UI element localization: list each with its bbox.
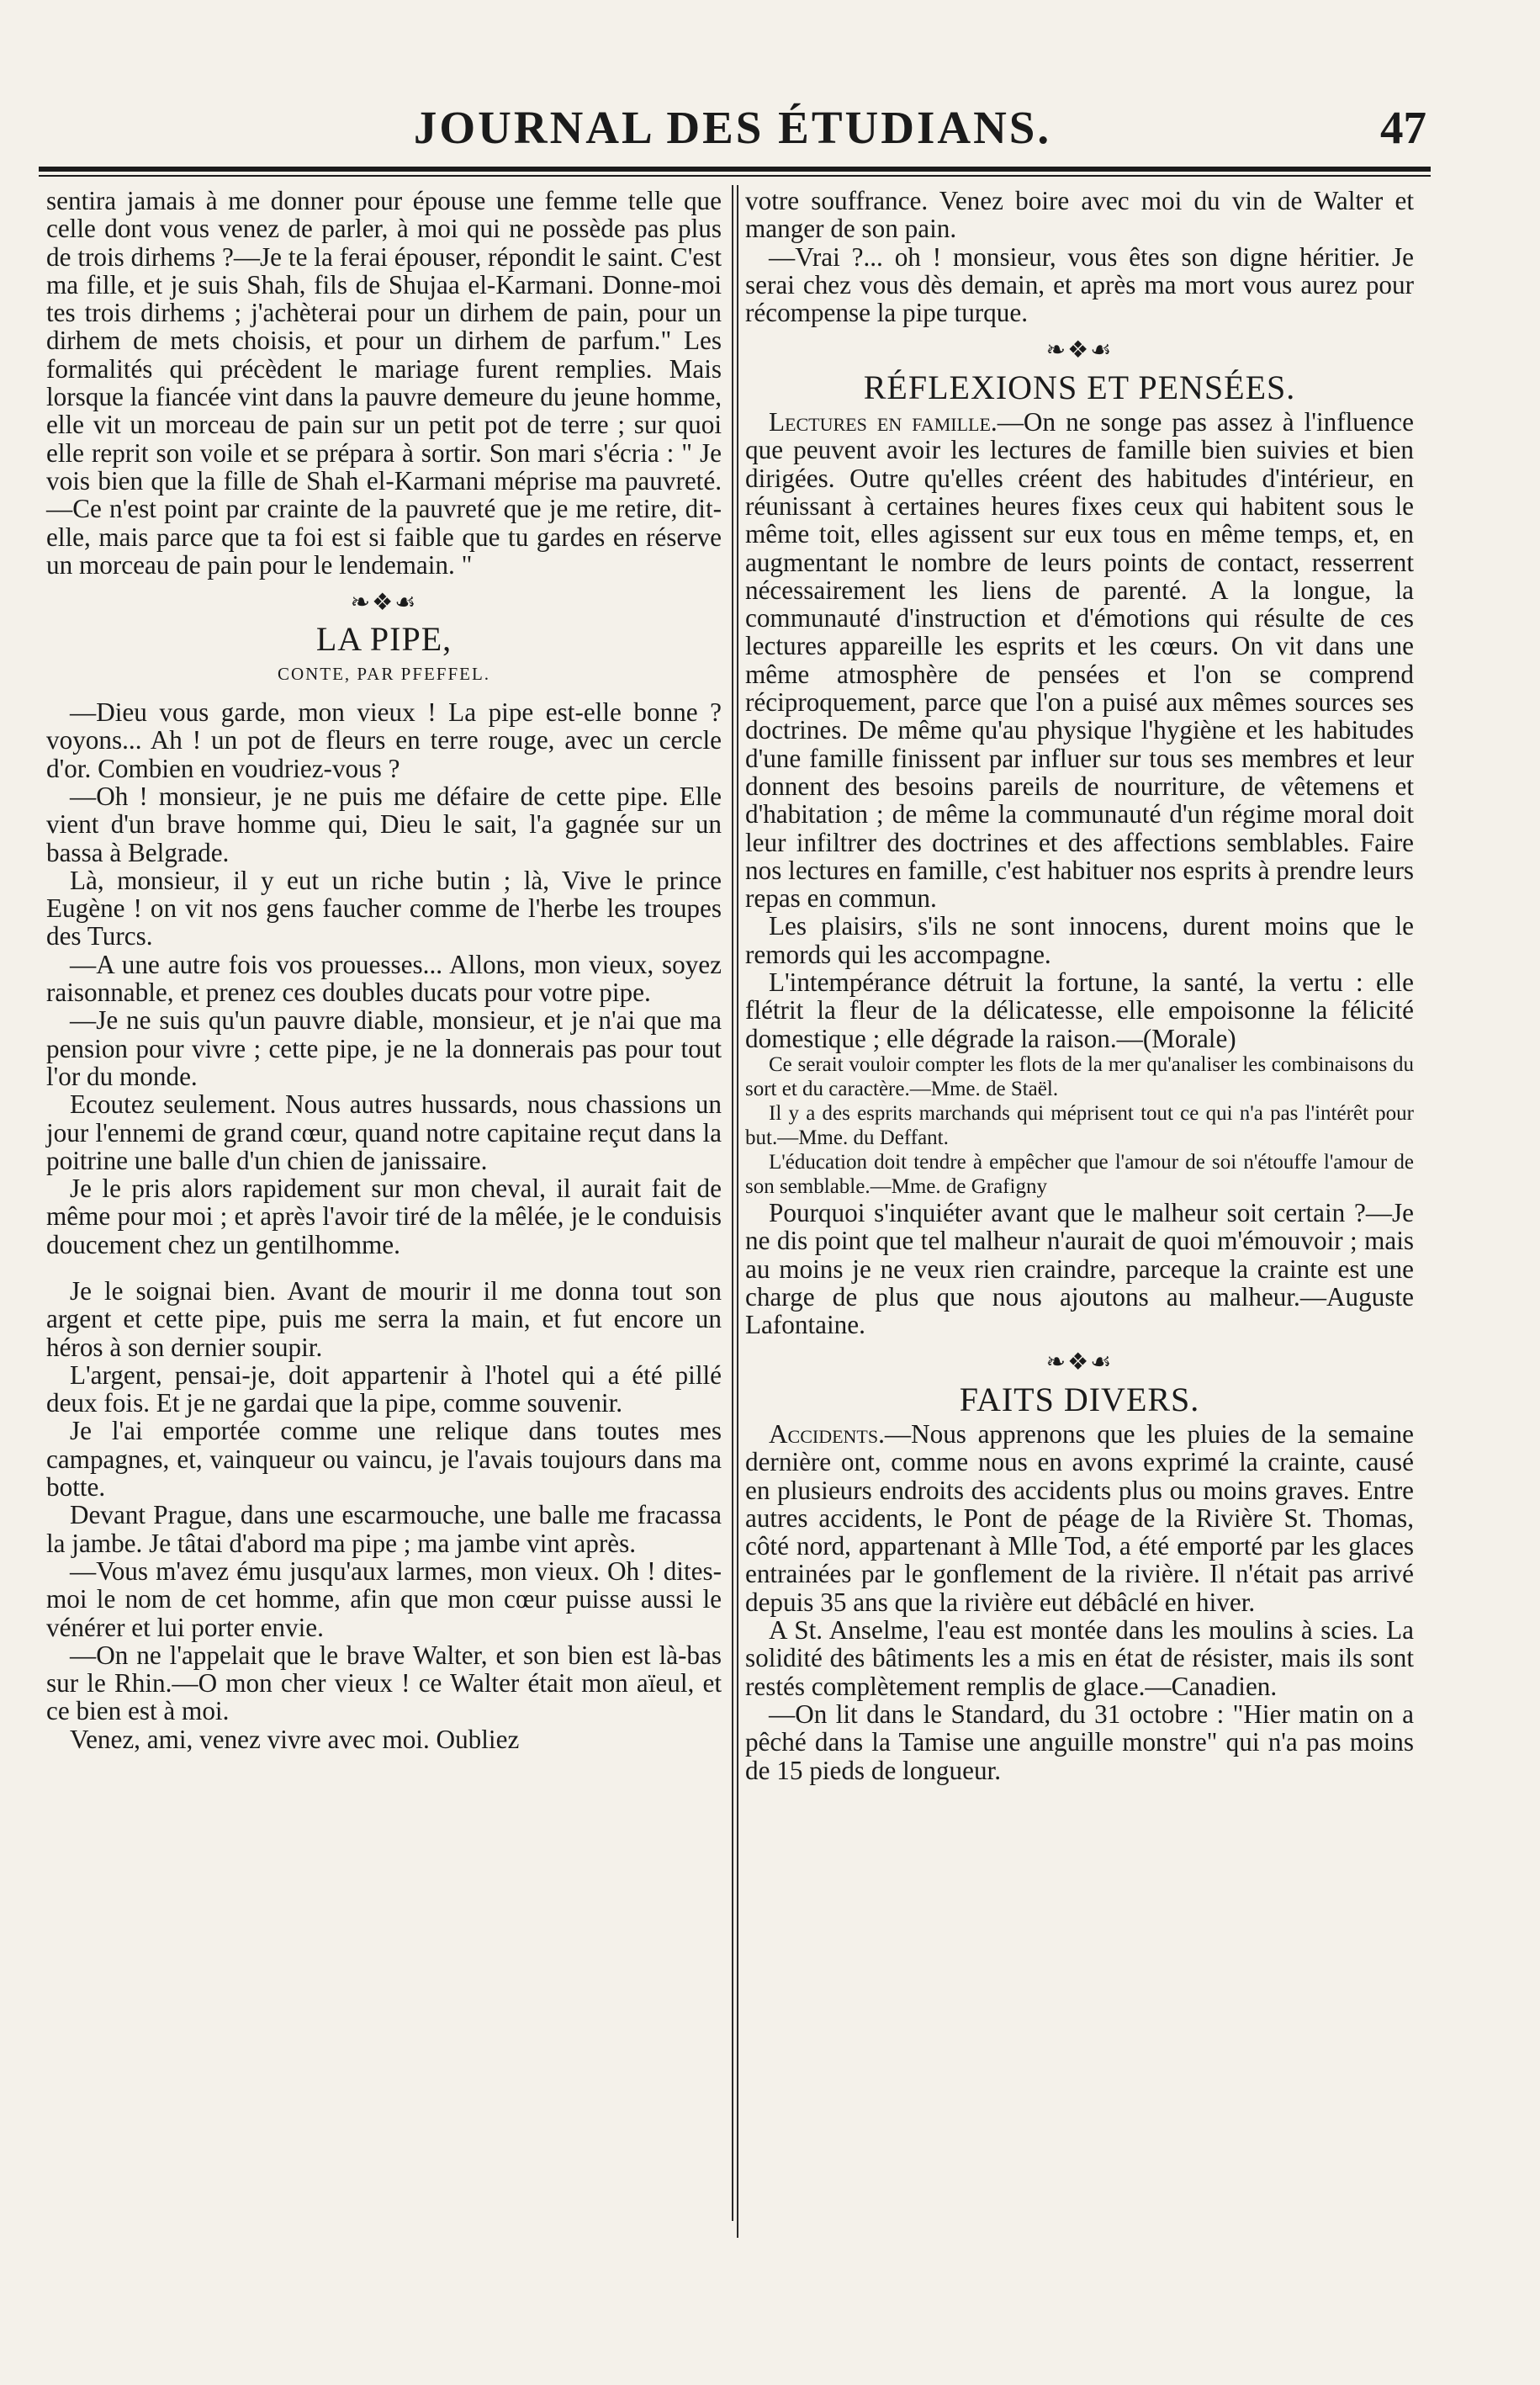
maxim: Ce serait vouloir compter les flots de la mer qu'analiser les combinaisons du sort et du caractère.—Mme. de Staël. (745, 1052, 1414, 1100)
paragraph-text: —Nous apprenons que les pluies de la semaine dernière ont, comme nous en avons exprimé la crainte, causé en plusieurs endroits des accidents plus ou moins graves. Entre autres accidents, le Pont de péage de la Rivière St. Thomas, côté nord, appartenant à Mlle Tod, a été emporté par les glaces entrainées par le gonflement de la rivière. Il n'était pas arrivé depuis 35 ans que la rivière eut débâclé en hiver. (745, 1418, 1414, 1617)
maxim: Il y a des esprits marchands qui méprisent tout ce qui n'a pas l'intérêt pour but.—Mme. du Deffant. (745, 1101, 1414, 1149)
section-title-la-pipe: LA PIPE, (315, 620, 452, 659)
paragraph: A St. Anselme, l'eau est montée dans les moulins à scies. La solidité des bâtiments les a mis en état de résister, mais ils sont restés complètement remplis de glace.—Canadien. (745, 1615, 1414, 1701)
paragraph: L'intempérance détruit la fortune, la santé, la vertu : elle flétrit la fleur de la délicatesse, elle empoisonne la félicité domestique ; elle dégrade la raison.—(Morale) (745, 967, 1414, 1053)
paragraph: Je le pris alors rapidement sur mon cheval, il aurait fait de même pour moi ; et après l'avoir tiré de la mêlée, je le conduisis doucement chez un gentilhomme. (46, 1174, 722, 1259)
paragraph: Devant Prague, dans une escarmouche, une balle me fracassa la jambe. Je tâtai d'abord ma pipe ; ma jambe vint après. (46, 1500, 722, 1558)
story-ending: votre souffrance. Venez boire avec moi du vin de Walter et manger de son pain. (745, 186, 1414, 244)
paragraph: Les plaisirs, s'ils ne sont innocens, durent moins que le remords qui les accompagne. (745, 911, 1414, 969)
column-divider (732, 185, 733, 2221)
section-title-faits-divers: FAITS DIVERS. (959, 1380, 1200, 1418)
story-continuation: sentira jamais à me donner pour épouse une femme telle que celle dont vous venez de parler, à moi qui ne possède pas plus de trois dirhems ?—Je te la ferai épouser, répondit le saint. C'est ma fille, et je suis Shah, fils de Shujaa el-Karmani. Donne-moi tes trois dirhems ; j'achèterai pour un dirhem de pain, pour un dirhem de mets choisis, et pour un dirhem de parfum." Les formalités qui précèdent le mariage furent remplies. Mais lorsque la fiancée vint dans la pauvre demeure du jeune homme, elle vit un morceau de pain sur un petit pot de terre ; sur quoi elle reprit son voile et se prépara à sortir. Son mari s'écria : " Je vois bien que la fille de Shah el-Karmani méprise ma pauvreté.—Ce n'est point par crainte de la pauvreté que je me retire, dit-elle, mais parce que ta foi est si faible que tu gardes en réserve un morceau de pain pour le lendemain. " (46, 186, 722, 580)
paragraph: Ecoutez seulement. Nous autres hussards, nous chassions un jour l'ennemi de grand cœur, quand notre capitaine reçut dans la poitrine une balle d'un chien de janissaire. (46, 1089, 722, 1175)
paragraph: —On lit dans le Standard, du 31 octobre : "Hier matin on a pêché dans la Tamise une anguille monstre" qui n'a pas moins de 15 pieds de longueur. (745, 1699, 1414, 1785)
paragraph: Je l'ai emportée comme une relique dans toutes mes campagnes, et, vainqueur ou vaincu, je l'avais toujours dans ma botte. (46, 1416, 722, 1503)
paragraph-text: —On ne songe pas assez à l'influence que peuvent avoir les lectures de famille bien suivies et bien dirigées. Outre qu'elles créent des habitudes d'intérieur, en réunissant à certaines heures fixes ceux qui habitent sous le même toit, elles agissent sur eux tous en même temps, et, en augmentant le nombre de leurs points de contact, resserrent nécessairement les liens de parenté. A la longue, la communauté d'instruction et d'émotions qui résulte de ces lectures appareille les esprits et les cœurs. On vit dans une même atmosphère de pensées et l'on se comprend réciproquement, parce que l'on a puisé aux mêmes sources ses doctrines. De même qu'au physique l'hygiène et les habitudes d'une famille finissent par influer sur tous ses membres et leur donnent des besoins pareils de nourriture, de vêtemens et d'habitation ; de même la communauté d'un régime moral doit leur infiltrer des doctrines et des affections semblables. Faire nos lectures en famille, c'est habituer nos esprits à prendre leurs repas en commun. (745, 407, 1414, 914)
paragraph-accidents (745, 1420, 1414, 1616)
section-subtitle: CONTE, PAR PFEFFEL. (277, 663, 491, 684)
ornament-divider: ❧❖☙ (1045, 1349, 1114, 1376)
paragraph: Je le soignai bien. Avant de mourir il me donna tout son argent et cette pipe, puis me serra la main, et fut encore un héros à son dernier soupir. (46, 1275, 722, 1362)
header-rule (39, 167, 1431, 172)
paragraph: —Vrai ?... oh ! monsieur, vous êtes son digne héritier. Je serai chez vous dès demain, et après ma mort vous aurez pour récompense la pipe turque. (745, 241, 1414, 328)
right-column (745, 187, 1414, 1784)
column-divider-second (737, 185, 738, 2238)
paragraph: Là, monsieur, il y eut un riche butin ; là, Vive le prince Eugène ! on vit nos gens faucher comme de l'herbe les troupes des Turcs. (46, 865, 722, 951)
page-header (39, 101, 1426, 177)
left-column (46, 187, 722, 1753)
page-number: 47 (1380, 102, 1426, 153)
journal-title: JOURNAL DES ÉTUDIANS. (413, 102, 1052, 153)
paragraph: —Vous m'avez ému jusqu'aux larmes, mon vieux. Oh ! dites-moi le nom de cet homme, afin que mon cœur puisse aussi le vénérer et lui porter envie. (46, 1556, 722, 1642)
header-rule-thin (39, 175, 1431, 177)
paragraph: Venez, ami, venez vivre avec moi. Oubliez (70, 1724, 520, 1754)
spacer (46, 1259, 722, 1277)
paragraph: —Oh ! monsieur, je ne puis me défaire de cette pipe. Elle vient d'un brave homme qui, Dieu le sait, l'a gagnée sur un bassa à Belgrade. (46, 781, 722, 867)
lead-in: Lectures en famille. (769, 407, 998, 437)
maxim: L'éducation doit tendre à empêcher que l'amour de soi n'étouffe l'amour de son semblable.—Mme. de Grafigny (745, 1150, 1414, 1198)
paragraph: —Dieu vous garde, mon vieux ! La pipe est-elle bonne ? voyons... Ah ! un pot de fleurs en terre rouge, avec un cercle d'or. Combien en voudriez-vous ? (46, 697, 722, 783)
paragraph: —Je ne suis qu'un pauvre diable, monsieur, et je n'ai que ma pension pour vivre ; cette pipe, je ne la donnerais pas pour tout l'or du monde. (46, 1005, 722, 1091)
paragraph: —On ne l'appelait que le brave Walter, et son bien est là-bas sur le Rhin.—O mon cher vieux ! ce Walter était mon aïeul, et ce bien est à moi. (46, 1640, 722, 1726)
paragraph: —A une autre fois vos prouesses... Allons, mon vieux, soyez raisonnable, et prenez ces doubles ducats pour votre pipe. (46, 949, 722, 1008)
ornament-divider: ❧❖☙ (1045, 337, 1114, 364)
ornament-divider: ❧❖☙ (350, 590, 418, 617)
section-title-reflexions: RÉFLEXIONS ET PENSÉES. (863, 368, 1296, 406)
paragraph: Pourquoi s'inquiéter avant que le malheur soit certain ?—Je ne dis point que tel malheur n'aurait de quoi m'émouvoir ; mais au moins je ne veux rien craindre, parceque la crainte est une charge de plus que nous ajoutons au malheur.—Auguste Lafontaine. (745, 1197, 1414, 1340)
paragraph-lectures (745, 408, 1414, 912)
lead-in: Accidents. (769, 1418, 885, 1449)
paragraph: L'argent, pensai-je, doit appartenir à l'hotel qui a été pillé deux fois. Et je ne gardai que la pipe, comme souvenir. (46, 1359, 722, 1418)
